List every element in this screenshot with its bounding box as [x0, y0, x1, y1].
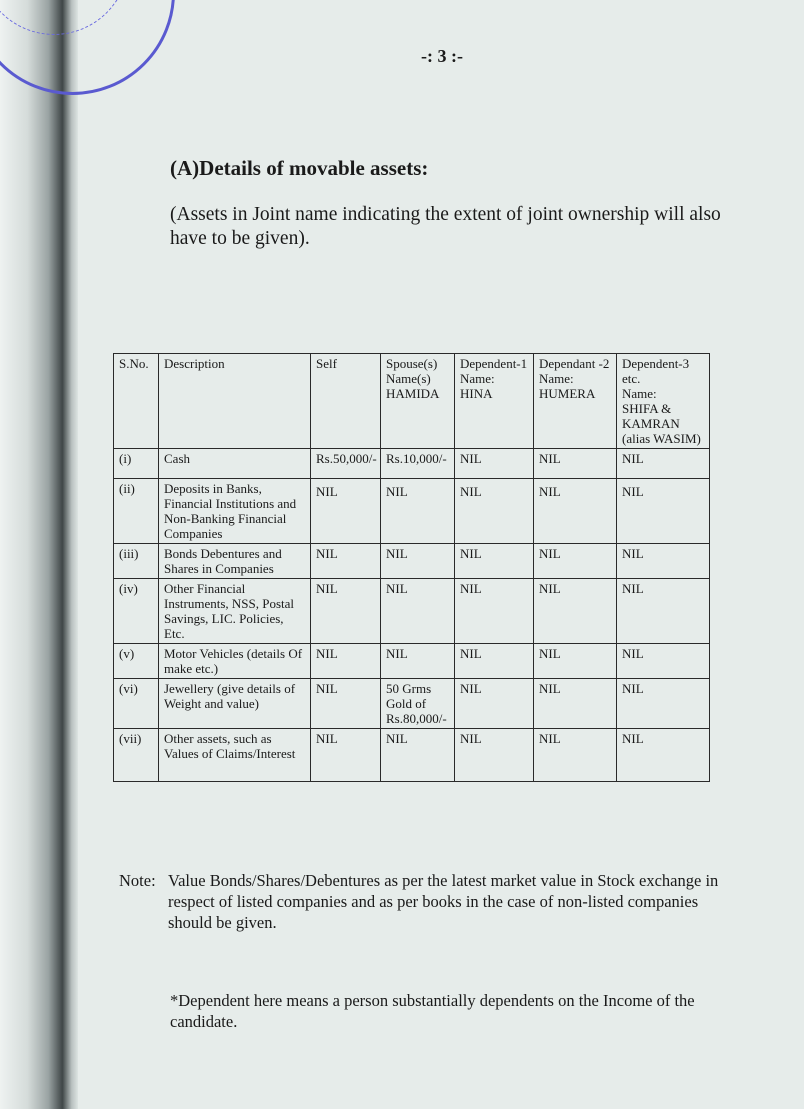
table-row: [114, 449, 710, 479]
table-row: [114, 479, 710, 544]
row-dependent-1: NIL: [455, 544, 534, 579]
row-dependent-1: NIL: [455, 479, 534, 544]
row-self: NIL: [311, 544, 381, 579]
row-description: Deposits in Banks, Financial Institutions and Non-Banking Financial Companies: [159, 479, 311, 544]
header-dep2-line1: Dependant -2: [539, 356, 610, 371]
row-sno: (vii): [114, 729, 159, 782]
row-self: Rs.50,000/-: [311, 449, 381, 479]
row-description: Jewellery (give details of Weight and value): [159, 679, 311, 729]
row-spouse: NIL: [381, 479, 455, 544]
header-spouse-line3: HAMIDA: [386, 386, 440, 401]
row-spouse: 50 Grms Gold of Rs.80,000/-: [381, 679, 455, 729]
row-dependent-3: NIL: [617, 729, 710, 782]
row-sno: (iii): [114, 544, 159, 579]
row-dependent-3: NIL: [617, 449, 710, 479]
row-dependent-2: NIL: [534, 479, 617, 544]
row-description: Bonds Debentures and Shares in Companies: [159, 544, 311, 579]
header-description: Description: [159, 354, 311, 449]
row-description: Other Financial Instruments, NSS, Postal Savings, LIC. Policies, Etc.: [159, 579, 311, 644]
row-dependent-2: NIL: [534, 544, 617, 579]
row-sno: (iv): [114, 579, 159, 644]
row-dependent-3: NIL: [617, 479, 710, 544]
header-dep2-line2: Name:: [539, 371, 574, 386]
row-spouse: Rs.10,000/-: [381, 449, 455, 479]
row-dependent-1: NIL: [455, 449, 534, 479]
header-dep2-line3: HUMERA: [539, 386, 596, 401]
table-row: [114, 544, 710, 579]
row-description: Motor Vehicles (details Of make etc.): [159, 644, 311, 679]
table-row: [114, 579, 710, 644]
row-self: NIL: [311, 729, 381, 782]
note-text: Value Bonds/Shares/Debentures as per the latest market value in Stock exchange in respect of listed companies and as per books in the case of non-listed companies should be given.: [168, 871, 719, 932]
row-dependent-3: NIL: [617, 679, 710, 729]
row-description: Cash: [159, 449, 311, 479]
page-binding-shadow: [0, 0, 78, 1109]
header-dep1-line3: HINA: [460, 386, 493, 401]
row-spouse: NIL: [381, 544, 455, 579]
header-dep3-line1: Dependent-3: [622, 356, 690, 371]
movable-assets-table: [113, 353, 710, 782]
row-dependent-2: NIL: [534, 449, 617, 479]
header-dependent-1: [455, 354, 534, 449]
header-spouse-line1: Spouse(s): [386, 356, 438, 371]
header-sno: S.No.: [114, 354, 159, 449]
dependent-footnote: *Dependent here means a person substantially dependents on the Income of the candidate.: [170, 991, 695, 1031]
stamp-inner-ring: [0, 0, 129, 35]
row-spouse: NIL: [381, 644, 455, 679]
row-dependent-2: NIL: [534, 644, 617, 679]
header-spouse: [381, 354, 455, 449]
row-self: NIL: [311, 579, 381, 644]
official-stamp: [0, 0, 175, 95]
row-dependent-1: NIL: [455, 644, 534, 679]
header-self: Self: [311, 354, 381, 449]
row-dependent-2: NIL: [534, 579, 617, 644]
row-self: NIL: [311, 479, 381, 544]
row-sno: (ii): [114, 479, 159, 544]
table-row: [114, 679, 710, 729]
row-description: Other assets, such as Values of Claims/Interest: [159, 729, 311, 782]
row-self: NIL: [311, 679, 381, 729]
header-spouse-line2: Name(s): [386, 371, 431, 386]
row-sno: (v): [114, 644, 159, 679]
note-block: [119, 870, 719, 933]
row-sno: (i): [114, 449, 159, 479]
section-heading: (A)Details of movable assets:: [170, 156, 429, 180]
row-dependent-1: NIL: [455, 679, 534, 729]
header-dependent-2: [534, 354, 617, 449]
header-dep3-line2: etc.: [622, 371, 641, 386]
table-header-row: [114, 354, 710, 449]
header-dep1-line1: Dependent-1: [460, 356, 528, 371]
row-dependent-3: NIL: [617, 544, 710, 579]
page-number: -: 3 :-: [421, 46, 463, 66]
header-dep3-line5: KAMRAN: [622, 416, 680, 431]
header-dependent-3: [617, 354, 710, 449]
header-dep3-line3: Name:: [622, 386, 657, 401]
row-sno: (vi): [114, 679, 159, 729]
table-row: [114, 644, 710, 679]
row-dependent-2: NIL: [534, 729, 617, 782]
header-dep3-line4: SHIFA &: [622, 401, 672, 416]
row-dependent-1: NIL: [455, 579, 534, 644]
intro-text: (Assets in Joint name indicating the extent of joint ownership will also have to be given).: [170, 204, 721, 249]
row-spouse: NIL: [381, 729, 455, 782]
header-dep3-line6: (alias WASIM): [622, 431, 701, 446]
header-dep1-line2: Name:: [460, 371, 495, 386]
table-row: [114, 729, 710, 782]
row-dependent-3: NIL: [617, 579, 710, 644]
note-label: Note:: [119, 871, 156, 890]
row-dependent-3: NIL: [617, 644, 710, 679]
row-dependent-2: NIL: [534, 679, 617, 729]
row-spouse: NIL: [381, 579, 455, 644]
row-dependent-1: NIL: [455, 729, 534, 782]
row-self: NIL: [311, 644, 381, 679]
